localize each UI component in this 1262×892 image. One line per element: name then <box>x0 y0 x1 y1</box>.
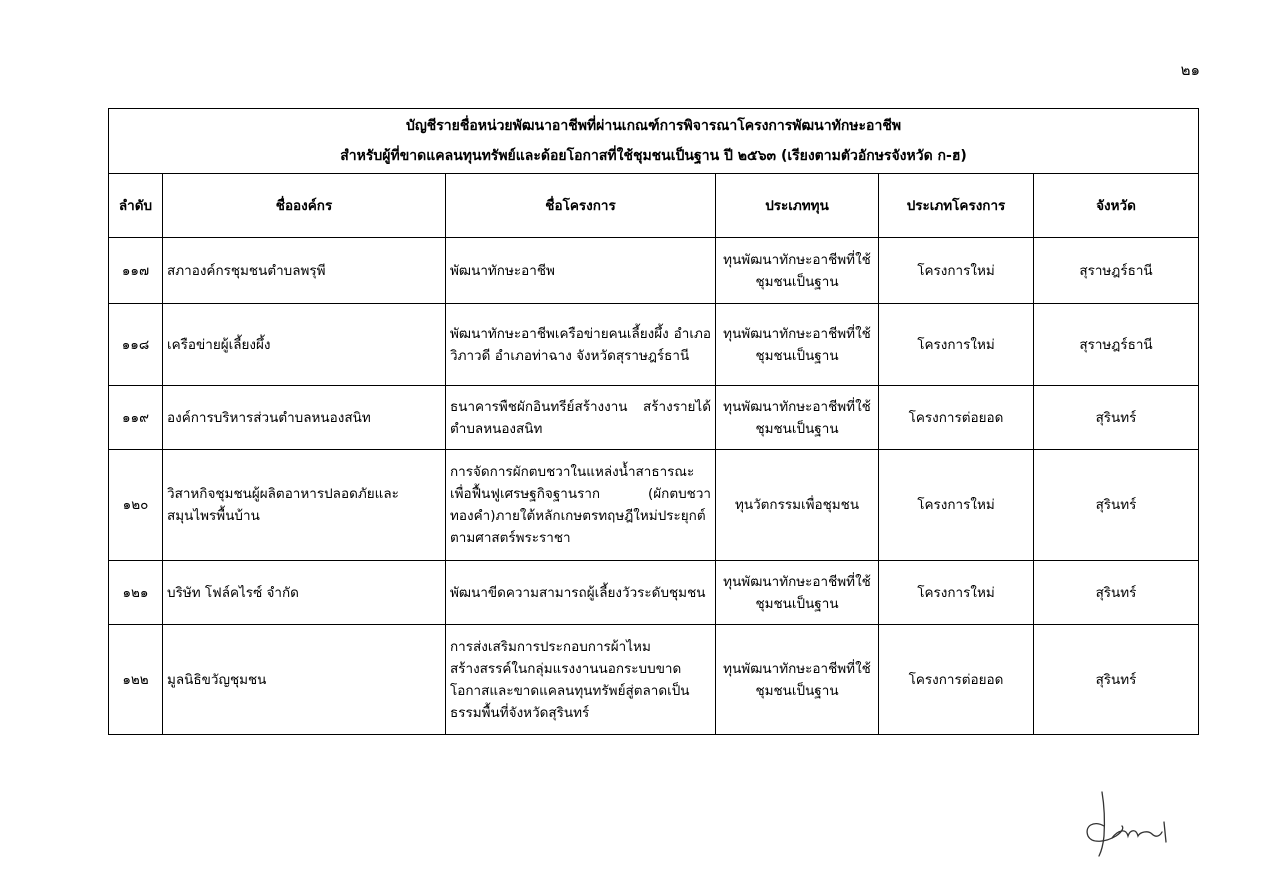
table-row <box>109 561 1199 625</box>
row-type: โครงการต่อยอด <box>879 625 1034 735</box>
row-no: ๑๑๘ <box>109 304 163 386</box>
row-no: ๑๒๐ <box>109 450 163 561</box>
handwritten-signature <box>1082 786 1172 861</box>
column-header-org: ชื่อองค์กร <box>163 174 446 238</box>
title-line-2: สำหรับผู้ที่ขาดแคลนทุนทรัพย์และด้อยโอกาสที่ใช้ชุมชนเป็นฐาน ปี ๒๕๖๓ (เรียงตามตัวอักษรจังหวัด ก-ฮ) <box>340 148 967 164</box>
row-no: ๑๒๒ <box>109 625 163 735</box>
table-title <box>109 109 1199 174</box>
column-header-fund: ประเภททุน <box>716 174 879 238</box>
row-project: พัฒนาทักษะอาชีพ <box>446 238 716 304</box>
row-province: สุรินทร์ <box>1034 386 1199 450</box>
page-number: ๒๑ <box>1180 61 1200 79</box>
column-header-no: ลำดับ <box>109 174 163 238</box>
title-line-1: บัญชีรายชื่อหน่วยพัฒนาอาชีพที่ผ่านเกณฑ์การพิจารณาโครงการพัฒนาทักษะอาชีพ <box>405 118 902 134</box>
row-project: พัฒนาทักษะอาชีพเครือข่ายคนเลี้ยงผึ้ง อำเภอวิภาวดี อำเภอท่าฉาง จังหวัดสุราษฎร์ธานี <box>446 304 716 386</box>
row-type: โครงการใหม่ <box>879 450 1034 561</box>
row-org: บริษัท โฟล์คไรซ์ จำกัด <box>163 561 446 625</box>
row-project: ธนาคารพืชผักอินทรีย์สร้างงาน สร้างรายได้ตำบลหนองสนิท <box>446 386 716 450</box>
row-no: ๑๒๑ <box>109 561 163 625</box>
row-org: องค์การบริหารส่วนตำบลหนองสนิท <box>163 386 446 450</box>
row-province: สุราษฎร์ธานี <box>1034 304 1199 386</box>
column-header-row <box>109 174 1199 238</box>
row-fund: ทุนวัตกรรมเพื่อชุมชน <box>716 450 879 561</box>
row-type: โครงการใหม่ <box>879 238 1034 304</box>
row-no: ๑๑๙ <box>109 386 163 450</box>
row-org: สภาองค์กรชุมชนตำบลพรุพี <box>163 238 446 304</box>
table-row <box>109 304 1199 386</box>
row-type: โครงการต่อยอด <box>879 386 1034 450</box>
row-province: สุราษฎร์ธานี <box>1034 238 1199 304</box>
row-project: พัฒนาขีดความสามารถผู้เลี้ยงวัวระดับชุมชน <box>446 561 716 625</box>
row-project: การจัดการผักตบชวาในแหล่งน้ำสาธารณะ เพื่อฟื้นฟูเศรษฐกิจฐานราก (ผักตบชวาทองคำ)ภายใต้หลักเกษตรทฤษฎีใหม่ประยุกต์ ตามศาสตร์พระราชา <box>446 450 716 561</box>
row-type: โครงการใหม่ <box>879 561 1034 625</box>
row-province: สุรินทร์ <box>1034 625 1199 735</box>
row-fund: ทุนพัฒนาทักษะอาชีพที่ใช้ชุมชนเป็นฐาน <box>716 561 879 625</box>
row-fund: ทุนพัฒนาทักษะอาชีพที่ใช้ชุมชนเป็นฐาน <box>716 304 879 386</box>
row-project: การส่งเสริมการประกอบการผ้าไหมสร้างสรรค์ในกลุ่มแรงงานนอกระบบขาดโอกาสและขาดแคลนทุนทรัพย์สู่ตลาดเป็นธรรมพื้นที่จังหวัดสุรินทร์ <box>446 625 716 735</box>
row-org: วิสาหกิจชุมชนผู้ผลิตอาหารปลอดภัยและสมุนไพรพื้นบ้าน <box>163 450 446 561</box>
row-type: โครงการใหม่ <box>879 304 1034 386</box>
row-fund: ทุนพัฒนาทักษะอาชีพที่ใช้ชุมชนเป็นฐาน <box>716 386 879 450</box>
row-fund: ทุนพัฒนาทักษะอาชีพที่ใช้ชุมชนเป็นฐาน <box>716 238 879 304</box>
table-row <box>109 238 1199 304</box>
row-province: สุรินทร์ <box>1034 561 1199 625</box>
table-row <box>109 386 1199 450</box>
row-province: สุรินทร์ <box>1034 450 1199 561</box>
row-no: ๑๑๗ <box>109 238 163 304</box>
table-row <box>109 625 1199 735</box>
column-header-type: ประเภทโครงการ <box>879 174 1034 238</box>
row-fund: ทุนพัฒนาทักษะอาชีพที่ใช้ชุมชนเป็นฐาน <box>716 625 879 735</box>
project-list-table <box>108 108 1199 735</box>
row-org: มูลนิธิขวัญชุมชน <box>163 625 446 735</box>
table-row <box>109 450 1199 561</box>
row-org: เครือข่ายผู้เลี้ยงผึ้ง <box>163 304 446 386</box>
column-header-project: ชื่อโครงการ <box>446 174 716 238</box>
column-header-province: จังหวัด <box>1034 174 1199 238</box>
